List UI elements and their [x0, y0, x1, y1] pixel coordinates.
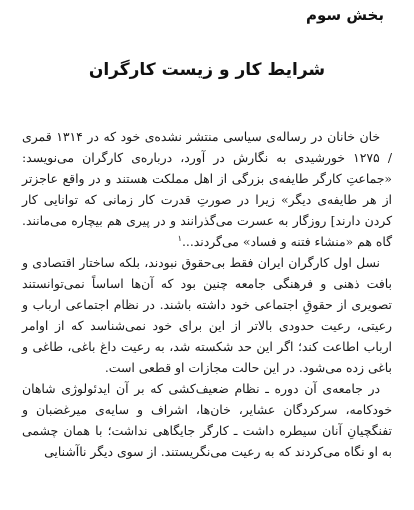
- section-label: بخش سوم: [305, 6, 384, 24]
- chapter-title: شرایط کار و زیست کارگران: [88, 60, 326, 80]
- footnote-marker: ۱: [177, 233, 182, 243]
- paragraph: [22, 378, 392, 462]
- paragraph-text: در جامعه‌ی آن دوره ـ نظام ضعیف‌کشی که بر آن ایدئولوژی شاهان خودکامه، سرکردگان عشایر، خان‌ها، اشراف و سایه‌ی میرغضبان و تفنگچیانِ آنان سیطره داشت ـ کارگر جایگاهی نداشت؛ با همان چشمی به او نگاه می‌کردند که به رعیت می‌نگریستند. از سوی دیگر ناآشنایی: [22, 381, 392, 459]
- paragraph: [22, 252, 392, 378]
- paragraph-text: خان خانان در رساله‌ی سیاسی منتشر نشده‌ی خود که در ۱۳۱۴ قمری / ۱۲۷۵ خورشیدی به نگارش در آورد، درباره‌ی کارگران می‌نویسد: «جماعتِ کارگر طایفه‌ی بزرگی از اهل مملکت هستند و در واقع عاجزتر از هر طایفه‌ی دیگر» زیرا در صورتِ قدرت کار زمانی که توانایی کار کردن دارند] روزگار به عسرت می‌گذرانند و در پیری هم بیچاره می‌مانند. گاه هم «منشاء فتنه و فساد» می‌گردند...: [22, 129, 392, 249]
- paragraph: [22, 126, 392, 252]
- body-text: [22, 126, 392, 462]
- paragraph-text: نسل اول کارگران ایران فقط بی‌حقوق نبودند، بلکه ساختار اقتصادی و بافت ذهنی و فرهنگی جامعه چنین بود که آن‌ها اساساً نمی‌توانستند تصویری از حقوقِ اجتماعی خود داشته باشند. در نظام اجتماعی ارباب و رعیتی، رعیت حدودی بالاتر از این برای خود نمی‌شناسد که از اوامر ارباب اطاعت کند؛ اگر این حد شکسته شد، به رعیت داغ باغی، طاغی و باغی زده می‌شود. در این حالت مجازات او قطعی است.: [22, 255, 392, 375]
